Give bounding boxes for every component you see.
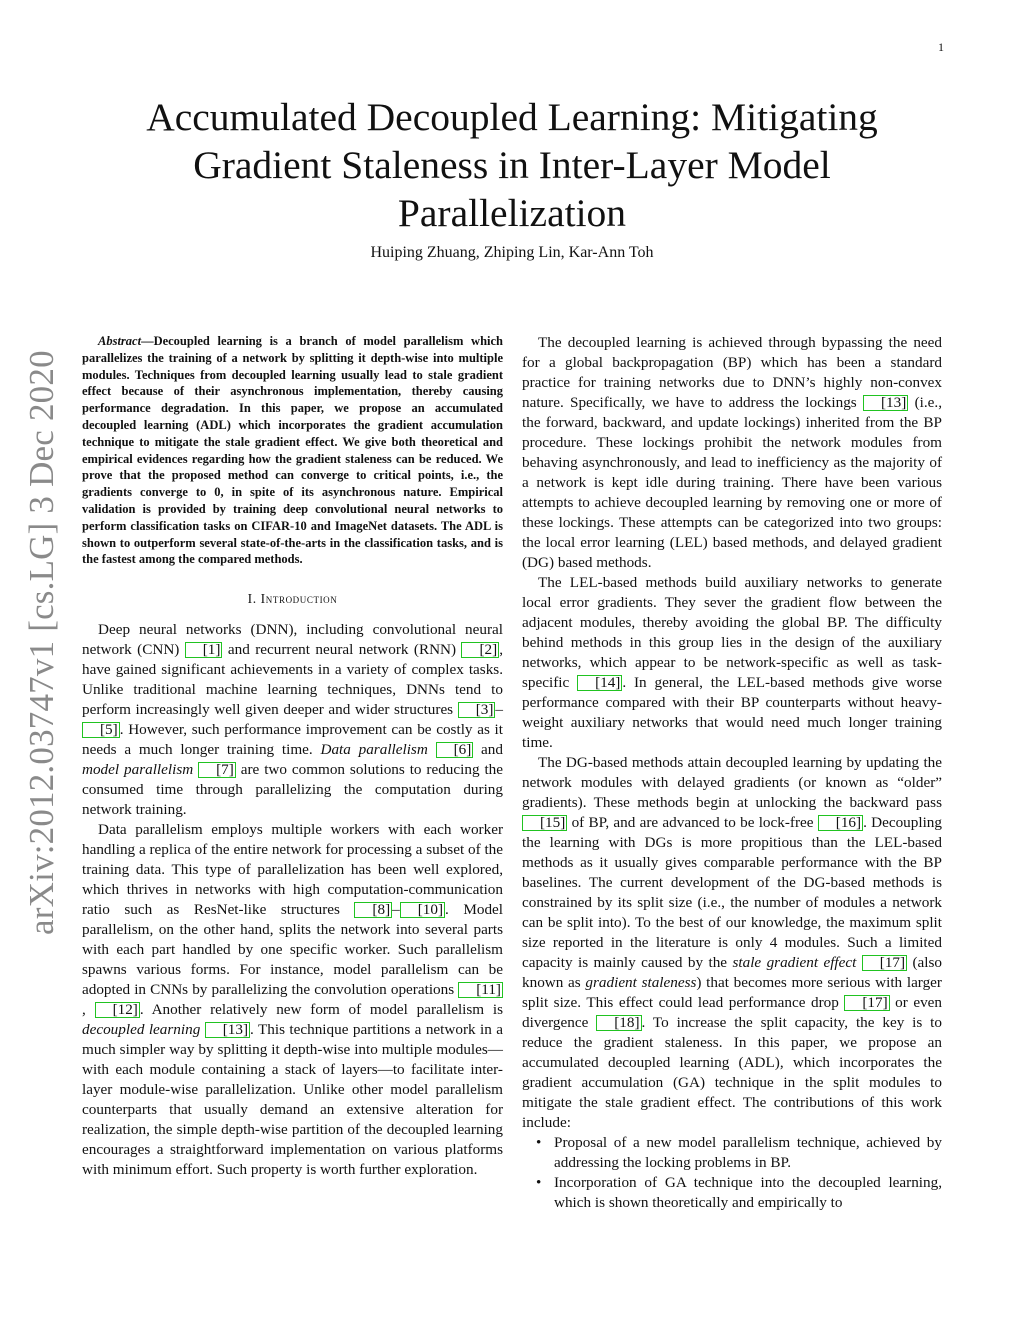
paragraph-text: . To increase the split capacity, the key is to reduce the gradient staleness. In this paper, we propose an accumulated decoupled learning (ADL), which incorporates the gradient accumulation (GA) technique in the split modules to mitigate the stale gradient effect. The contributions of this work include:	[522, 1014, 942, 1131]
citation-link[interactable]: [10]	[400, 902, 445, 918]
intro-paragraph-4	[522, 573, 942, 753]
paragraph-text: The decoupled learning is achieved through bypassing the need for a global backpropagation (BP) which has been a standard practice for training networks due to DNN’s highly non-convex nature. Specifically, we have to address the lockings	[522, 334, 942, 411]
citation-link[interactable]: [15]	[522, 815, 567, 831]
paragraph-text: and	[473, 741, 503, 759]
emphasis-text: model parallelism	[82, 761, 194, 779]
paragraph-text: Data parallelism employs multiple workers with each worker handling a replica of the entire network for processing a subset of the training data. This type of parallelization has been well explored, which thrives in networks with high computation-communication ratio such as ResNet-like structures	[82, 821, 503, 919]
paragraph-text: , have gained significant achievements in a variety of complex tasks. Unlike traditional machine learning techniques, DNNs tend to perform increasingly well given deeper and wider structures	[82, 641, 503, 719]
bullet-icon: •	[536, 1134, 542, 1151]
contributions-list	[522, 1133, 942, 1213]
paragraph-text: The LEL-based methods build auxiliary networks to generate local error gradients. They sever the gradient flow between the adjacent modules, thereby avoiding the global BP. The difficulty behind methods in this group lies in the design of the auxiliary networks, which appear to be network-specific as well as task-specific	[522, 574, 942, 691]
paragraph-text: of BP, and are advanced to be lock-free	[567, 814, 818, 831]
paragraph-text: ) that becomes more serious with larger split size. This effect could lead performance drop	[522, 974, 942, 1011]
paragraph-text: . Decoupling the learning with DGs is more propitious than the LEL-based methods as it usually gives comparable performance with the BP baselines. The current development of the DG-based methods is constrained by its split size (i.e., the number of modules a network can be split into). To the best of our knowledge, the maximum split size reported in the literature is only 4 modules. Such a limited capacity is mainly caused by the	[522, 814, 942, 971]
emphasis-text: gradient staleness	[585, 974, 697, 991]
paragraph-text: . However, such performance improvement can be costly as it needs a much longer training time.	[82, 721, 503, 759]
arxiv-stamp: arXiv:2012.03747v1 [cs.LG] 3 Dec 2020	[22, 350, 61, 935]
citation-link[interactable]: [16]	[818, 815, 863, 831]
citation-link[interactable]: [13]	[205, 1022, 250, 1038]
citation-link[interactable]: [6]	[436, 742, 474, 758]
citation-link[interactable]: [2]	[461, 642, 499, 658]
paragraph-text: . In general, the LEL-based methods give worse performance compared with their BP counterparts without heavy-weight auxiliary networks that would need much longer training time.	[522, 674, 942, 751]
citation-link[interactable]: [18]	[596, 1015, 641, 1031]
right-column	[522, 333, 942, 1213]
paragraph-text: ,	[82, 1001, 95, 1019]
citation-link[interactable]: [1]	[185, 642, 223, 658]
citation-link[interactable]: [11]	[458, 982, 503, 998]
paragraph-text: –	[392, 901, 400, 919]
contribution-text: Incorporation of GA technique into the decoupled learning, which is shown theoretically and empirically to	[554, 1174, 942, 1211]
citation-link[interactable]: [13]	[863, 395, 908, 411]
citation-link[interactable]: [12]	[95, 1002, 140, 1018]
abstract-label: Abstract	[98, 334, 142, 348]
citation-link[interactable]: [8]	[354, 902, 392, 918]
contribution-item	[536, 1133, 942, 1173]
paper-title: Accumulated Decoupled Learning: Mitigating Gradient Staleness in Inter-Layer Model Parallelization	[146, 95, 878, 235]
paragraph-text: (i.e., the forward, backward, and update lockings) inherited from the BP procedure. These lockings prohibit the network modules from behaving asynchronously, and lead to inefficiency as the majority of a network is kept idle during training. There have been various attempts to achieve decoupled learning by removing one or more of these lockings. These attempts can be categorized into two groups: the local error learning (LEL) based methods, and delayed gradient (DG) based methods.	[522, 394, 942, 571]
contribution-text: Proposal of a new model parallelism technique, achieved by addressing the locking problems in BP.	[554, 1134, 942, 1171]
citation-link[interactable]: [17]	[862, 955, 907, 971]
paragraph-text: Deep neural networks (DNN), including convolutional neural network (CNN)	[82, 621, 503, 659]
paragraph-text: or even divergence	[522, 994, 942, 1031]
citation-link[interactable]: [14]	[577, 675, 622, 691]
emphasis-text: stale gradient effect	[732, 954, 857, 971]
bullet-icon: •	[536, 1174, 542, 1191]
paper-authors: Huiping Zhuang, Zhiping Lin, Kar-Ann Toh	[370, 244, 654, 261]
intro-paragraph-2	[82, 820, 503, 1180]
emphasis-text: Data parallelism	[320, 741, 428, 759]
section-heading-introduction: I. Introduction	[247, 591, 338, 607]
paragraph-text: –	[495, 701, 503, 719]
intro-paragraph-3	[522, 333, 942, 573]
left-column	[82, 333, 503, 1180]
paragraph-text: (also known as	[522, 954, 943, 991]
page-number: 1	[938, 40, 944, 54]
abstract-dash: —	[141, 334, 154, 348]
citation-link[interactable]: [5]	[82, 722, 120, 738]
abstract-text: Decoupled learning is a branch of model parallelism which parallelizes the training of a network by splitting it depth-wise into multiple modules. Techniques from decoupled learning usually lead to stale gradient effect because of their asynchronous implementation, thereby causing performance degradation. In this paper, we propose an accumulated decoupled learning (ADL) which incorporates the gradient accumulation technique to mitigate the stale gradient effect. We give both theoretical and empirical evidences regarding how the gradient staleness can be reduced. We prove that the proposed method can converge to critical points, i.e., the gradients converge to 0, in spite of its asynchronous nature. Empirical validation is provided by training deep convolutional neural networks to perform classification tasks on CIFAR-10 and ImageNet datasets. The ADL is shown to outperform several state-of-the-arts in the classification tasks, and is the fastest among the compared methods.	[82, 334, 503, 567]
paragraph-text: The DG-based methods attain decoupled learning by updating the network modules with delayed gradients (or known as “older” gradients). These methods begin at unlocking the backward pass	[522, 754, 942, 811]
citation-link[interactable]: [7]	[198, 762, 236, 778]
intro-paragraph-1	[82, 620, 503, 820]
intro-paragraph-5	[522, 753, 942, 1133]
abstract	[82, 333, 503, 568]
paragraph-text: . Another relatively new form of model parallelism is	[139, 1001, 504, 1019]
paragraph-text: . This technique partitions a network in a much simpler way by splitting it depth-wise into multiple modules—with each module containing a stack of layers—to facilitate inter-layer module-wise parallelization. Unlike other model parallelism counterparts that usually demand an extensive alteration for realization, the simple depth-wise partition of the decoupled learning encourages a straightforward implementation on various platforms with minimum effort. Such property is worth further exploration.	[82, 1021, 503, 1179]
emphasis-text: decoupled learning	[82, 1021, 201, 1039]
contribution-item	[536, 1173, 942, 1213]
paragraph-text	[428, 741, 436, 758]
paragraph-text: . Model parallelism, on the other hand, splits the network into several parts with each part handled by one specific worker. Such parallelism spawns various forms. For instance, model parallelism can be adopted in CNNs by parallelizing the convolution operations	[82, 901, 503, 999]
citation-link[interactable]: [17]	[844, 995, 889, 1011]
paragraph-text: are two common solutions to reducing the consumed time through parallelizing the computation during network training.	[82, 761, 504, 819]
citation-link[interactable]: [3]	[458, 702, 496, 718]
paragraph-text: and recurrent neural network (RNN)	[222, 641, 462, 659]
